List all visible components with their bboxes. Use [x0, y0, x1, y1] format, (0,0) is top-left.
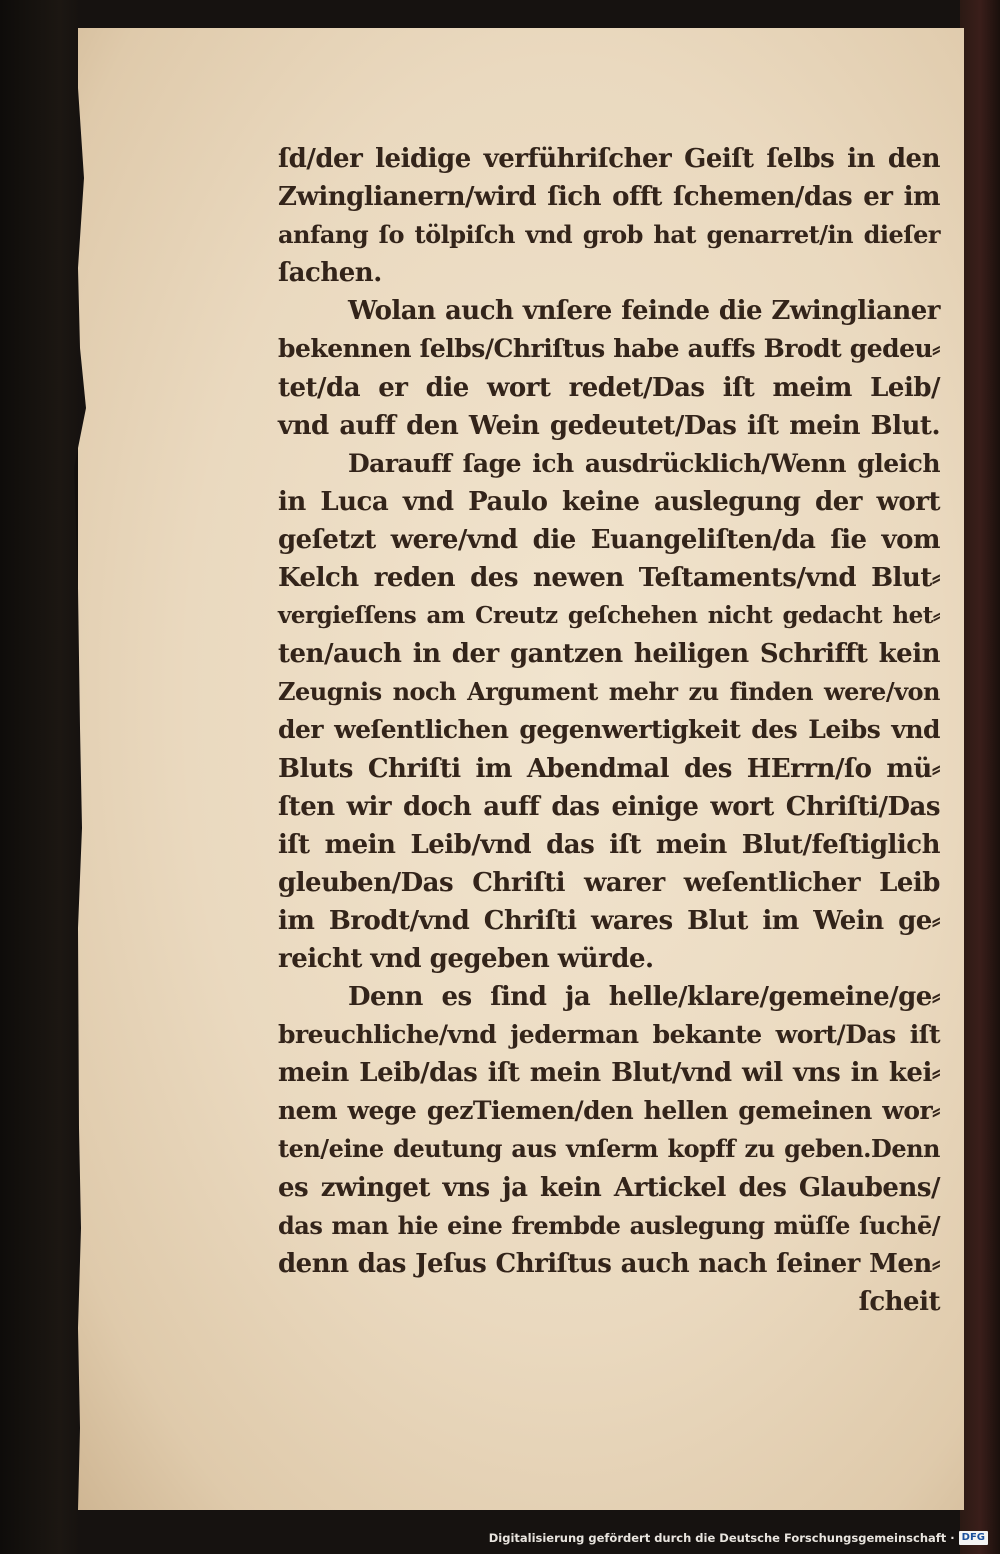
text-line: mein Leib/das iſt mein Blut/vnd wil vns in kei⸗ [278, 1058, 940, 1089]
text-line: ſcheit [858, 1286, 940, 1317]
text-line: gleuben/Das Chriſti warer weſentlicher Leib [278, 867, 940, 898]
text-line: Wolan auch vnſere feinde die Zwinglianer [348, 296, 940, 327]
book-edge [960, 0, 1000, 1554]
text-line: tet/da er die wort redet/Das iſt meim Leib/ [278, 372, 940, 403]
text-line: reicht vnd gegeben würde. [278, 943, 654, 974]
text-line: denn das Jeſus Chriſtus auch nach ſeiner Men⸗ [278, 1248, 940, 1279]
text-line: bekennen ſelbs/Chriſtus habe auffs Brodt gedeu⸗ [278, 334, 940, 364]
text-line: Kelch reden des newen Teſtaments/vnd Blut⸗ [278, 563, 940, 594]
text-line: Zwinglianern/wird ſich offt ſchemen/das er im [278, 182, 940, 213]
text-line: Denn es ſind ja helle/klare/gemeine/ge⸗ [348, 982, 940, 1013]
text-line: nem wege gezTiemen/den hellen gemeinen wor⸗ [278, 1096, 940, 1126]
text-line: ten/eine deutung aus vnſerm kopff zu geben.Denn [278, 1134, 940, 1164]
text-line: iſt mein Leib/vnd das iſt mein Blut/feſtiglich [278, 829, 940, 860]
text-line: Darauff ſage ich ausdrücklich/Wenn gleich [348, 448, 940, 478]
text-line: geſetzt were/vnd die Euangeliſten/da ſie vom [278, 524, 940, 555]
text-line: Zeugnis noch Argument mehr zu finden were/von [278, 677, 940, 707]
text-line: es zwinget vns ja kein Artickel des Glaubens/ [278, 1172, 940, 1203]
text-line: anfang ſo tölpiſch vnd grob hat genarret/in dieſer [278, 220, 940, 250]
text-line: ſachen. [278, 258, 382, 289]
text-line: vnd auff den Wein gedeutet/Das iſt mein Blut. [278, 410, 940, 441]
text-line: im Brodt/vnd Chriſti wares Blut im Wein ge⸗ [278, 905, 940, 936]
text-line: ſd/der leidige verführiſcher Geiſt ſelbs in den [278, 144, 940, 174]
text-line: Bluts Chriſti im Abendmal des HErrn/ſo mü⸗ [278, 753, 940, 784]
dfg-logo: DFG [959, 1531, 988, 1545]
text-line: vergieſſens am Creutz geſchehen nicht gedacht het⸗ [278, 602, 940, 630]
text-line: das man hie eine frembde auslegung müſſe ſuchē/ [278, 1210, 940, 1240]
text-line: ſten wir doch auff das einige wort Chriſti/Das [278, 791, 940, 822]
text-line: in Luca vnd Paulo keine auslegung der wort [278, 486, 940, 517]
page-text [278, 140, 940, 1321]
text-line: breuchliche/vnd jederman bekante wort/Das iſt [278, 1020, 940, 1050]
text-line: ten/auch in der gantzen heiligen Schrifft kein [278, 639, 940, 670]
digitization-credit [489, 1526, 988, 1550]
text-line: der weſentlichen gegenwertigkeit des Leibs vnd [278, 715, 940, 745]
credit-text: Digitalisierung gefördert durch die Deutsche Forschungsgemeinschaft · [488, 1531, 955, 1545]
